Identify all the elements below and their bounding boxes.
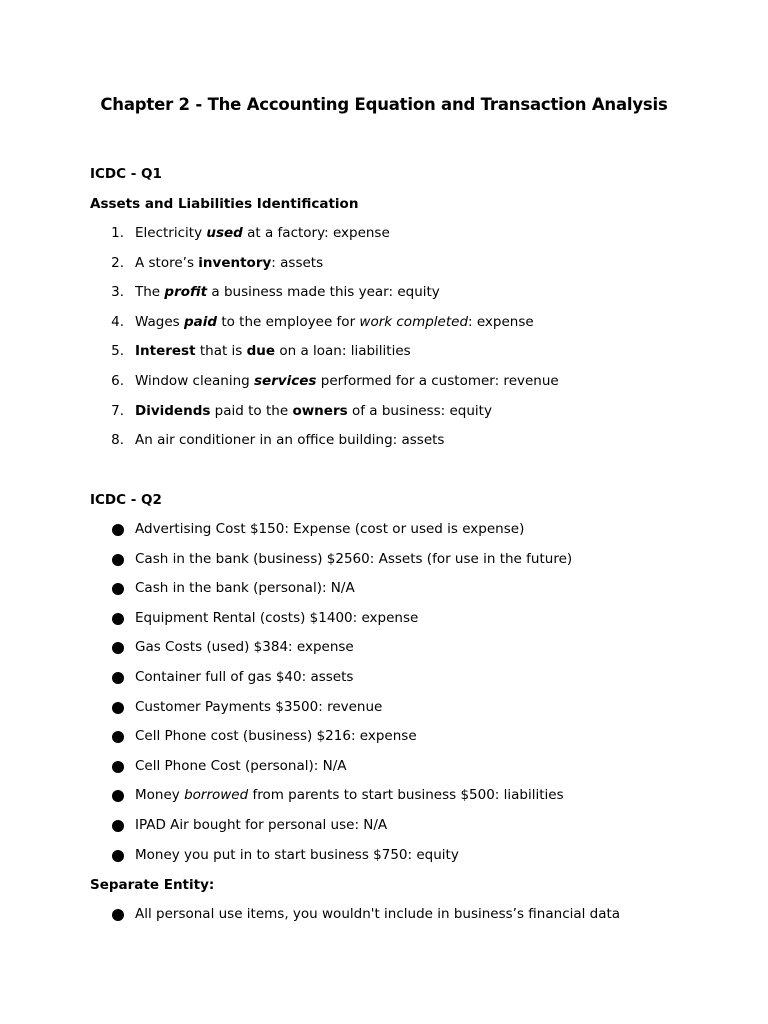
text-run: Equipment Rental (costs) $1400: expense (135, 609, 419, 626)
list-number: 4. (111, 313, 124, 330)
text-run: work completed (359, 313, 469, 330)
text-run: A store’s (135, 254, 199, 271)
bullet-icon (112, 850, 124, 862)
text-run: paid (183, 313, 218, 330)
list-item (135, 225, 390, 241)
text-run: of a business: equity (347, 402, 492, 419)
list-item (135, 580, 355, 596)
list-item (135, 284, 440, 300)
list-item (135, 758, 347, 774)
list-item (135, 699, 382, 715)
text-run: on a loan: liabilities (275, 343, 411, 360)
text-run: : assets (271, 254, 324, 271)
list-item (135, 669, 353, 685)
text-run: The (135, 284, 165, 301)
text-run: at a factory: expense (242, 225, 390, 241)
section3-heading: Separate Entity: (90, 877, 215, 893)
text-run: a business made this year: equity (207, 284, 440, 301)
text-run: : expense (468, 313, 534, 330)
list-item (135, 373, 559, 389)
section1-heading: ICDC - Q1 (90, 166, 162, 182)
list-item (135, 787, 564, 803)
list-number: 3. (111, 284, 124, 301)
text-run: owners (292, 402, 348, 419)
list-item (135, 521, 524, 537)
bullet-icon (112, 909, 124, 921)
text-run: due (246, 343, 276, 360)
text-run: Interest (135, 343, 196, 360)
text-run: used (206, 225, 243, 241)
text-run: Cash in the bank (business) $2560: Assets (for use in the future) (135, 550, 573, 567)
list-number: 5. (111, 343, 124, 360)
list-number: 1. (111, 225, 124, 241)
bullet-icon (112, 672, 124, 684)
text-run: profit (164, 284, 208, 301)
text-run: Cell Phone cost (business) $216: expense (135, 728, 417, 745)
list-number: 6. (111, 373, 124, 389)
list-item (135, 906, 620, 922)
bullet-icon (112, 731, 124, 743)
text-run: performed for a customer: revenue (316, 373, 559, 389)
text-run: Money you put in to start business $750: equity (135, 846, 459, 863)
list-number: 7. (111, 402, 124, 419)
text-run: Wages (135, 313, 184, 330)
text-run: Dividends (135, 402, 211, 419)
bullet-icon (112, 583, 124, 595)
list-item (135, 610, 418, 626)
list-item (135, 639, 354, 655)
text-run: All personal use items, you wouldn't include in business’s financial data (135, 906, 621, 922)
text-run: to the employee for (217, 313, 360, 330)
bullet-icon (112, 790, 124, 802)
text-run: services (254, 373, 317, 389)
bullet-icon (112, 554, 124, 566)
section1-subheading: Assets and Liabilities Identification (90, 196, 359, 212)
text-run: An air conditioner in an office building: assets (135, 432, 445, 449)
bullet-icon (112, 761, 124, 773)
text-run: Money (135, 787, 185, 804)
text-run: Cell Phone Cost (personal): N/A (135, 757, 347, 774)
text-run: paid to the (210, 402, 293, 419)
list-item (135, 255, 323, 271)
text-run: from parents to start business $500: liabilities (248, 787, 564, 804)
list-item (135, 728, 417, 744)
list-item (135, 551, 572, 567)
list-item (135, 432, 444, 448)
text-run: Gas Costs (used) $384: expense (135, 639, 354, 656)
list-number: 8. (111, 432, 124, 449)
bullet-icon (112, 642, 124, 654)
bullet-icon (112, 702, 124, 714)
text-run: Window cleaning (135, 373, 254, 389)
text-run: borrowed (184, 787, 249, 804)
text-run: Container full of gas $40: assets (135, 669, 354, 685)
text-run: IPAD Air bought for personal use: N/A (135, 817, 388, 833)
text-run: Customer Payments $3500: revenue (135, 698, 383, 715)
text-run: Cash in the bank (personal): N/A (135, 580, 355, 597)
bullet-icon (112, 820, 124, 832)
page-title: Chapter 2 - The Accounting Equation and Transaction Analysis (100, 95, 668, 114)
list-item (135, 403, 492, 419)
text-run: Electricity (135, 225, 207, 241)
text-run: that is (195, 343, 247, 360)
list-item (135, 343, 411, 359)
list-item (135, 314, 534, 330)
text-run: Advertising Cost $150: Expense (cost or used is expense) (135, 521, 525, 537)
section2-heading: ICDC - Q2 (90, 492, 162, 508)
bullet-icon (112, 524, 124, 536)
bullet-icon (112, 613, 124, 625)
list-item (135, 817, 387, 833)
list-number: 2. (111, 254, 124, 271)
text-run: inventory (198, 254, 272, 271)
list-item (135, 847, 459, 863)
